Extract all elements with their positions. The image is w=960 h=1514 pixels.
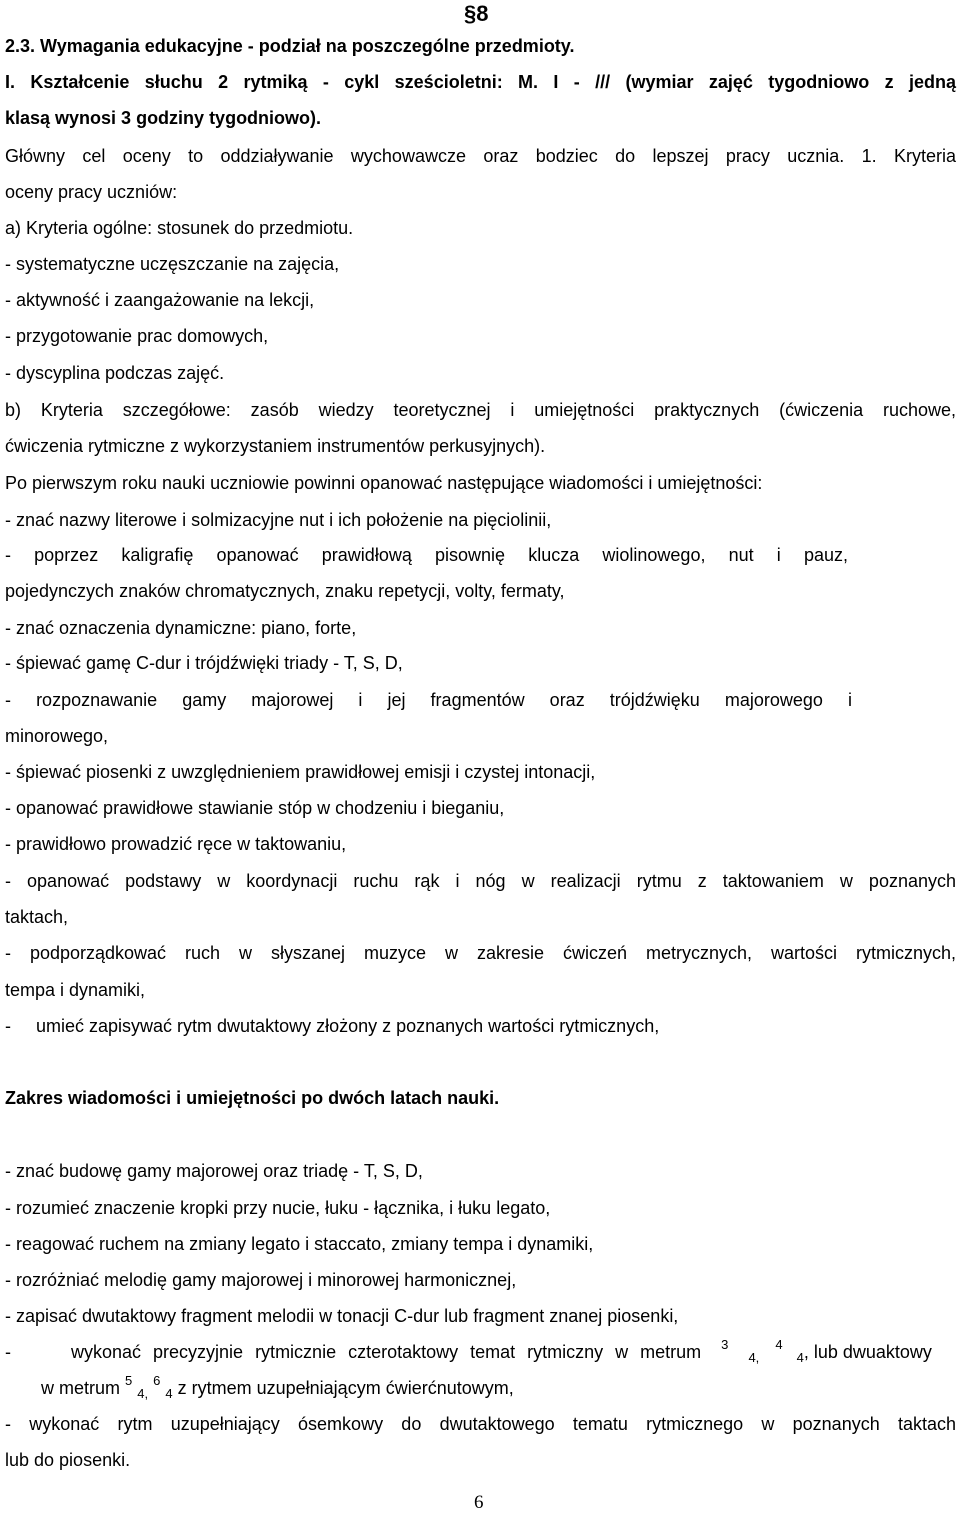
text-line: Główny cel oceny to oddziaływanie wychowawcze oraz bodziec do lepszej pracy ucznia. 1. Kryteria: [5, 146, 956, 166]
metrum-3-denominator: 4,: [137, 1386, 149, 1401]
metrum-1-numerator: 3: [721, 1337, 729, 1352]
text-line: - zapisać dwutaktowy fragment melodii w tonacji C-dur lub fragment znanej piosenki,: [5, 1306, 679, 1326]
text-line: - rozumieć znaczenie kropki przy nucie, łuku - łącznika, i łuku legato,: [5, 1198, 551, 1218]
text-line: - rozpoznawanie gamy majorowej i jej fragmentów oraz trójdźwięku majorowego i: [5, 690, 852, 710]
metrum-line-1: [5, 1334, 956, 1372]
text-line: - znać nazwy literowe i solmizacyjne nut i ich położenie na pięciolinii,: [5, 510, 552, 530]
text-line: klasą wynosi 3 godziny tygodniowo).: [5, 108, 322, 128]
text-line: - poprzez kaligrafię opanować prawidłową pisownię klucza wiolinowego, nut i pauz,: [5, 545, 848, 565]
text-line: I. Kształcenie słuchu 2 rytmiką - cykl sześcioletni: M. I - /// (wymiar zajęć tygodniowo z jedną: [5, 72, 956, 92]
text-line: - opanować prawidłowe stawianie stóp w chodzeniu i bieganiu,: [5, 798, 505, 818]
page-number: 6: [474, 1492, 484, 1513]
metrum-line-2-lead: w metrum: [41, 1378, 121, 1398]
text-line: tempa i dynamiki,: [5, 980, 146, 1000]
text-line: minorowego,: [5, 726, 109, 746]
section-number: §8: [464, 1, 489, 26]
text-line: - śpiewać gamę C-dur i trójdźwięki triady - T, S, D,: [5, 653, 403, 673]
text-line: a) Kryteria ogólne: stosunek do przedmiotu.: [5, 218, 354, 238]
metrum-line-1-lead: - wykonać precyzyjnie rytmicznie czterotaktowy temat rytmiczny w metrum: [5, 1342, 702, 1362]
text-line: pojedynczych znaków chromatycznych, znaku repetycji, volty, fermaty,: [5, 581, 565, 601]
text-line: - reagować ruchem na zmiany legato i staccato, zmiany tempa i dynamiki,: [5, 1234, 594, 1254]
metrum-line-2-tail: z rytmem uzupełniającym ćwierćnutowym,: [172, 1378, 514, 1398]
metrum-4-numerator: 6: [153, 1373, 161, 1388]
metrum-line-1-tail: , lub dwuaktowy: [803, 1342, 932, 1362]
text-line: - opanować podstawy w koordynacji ruchu rąk i nóg w realizacji rytmu z taktowaniem w poznanych: [5, 871, 956, 891]
text-line: lub do piosenki.: [5, 1450, 131, 1470]
text-line: - podporządkować ruch w słyszanej muzyce w zakresie ćwiczeń metrycznych, wartości rytmicznych,: [5, 943, 956, 963]
text-line: - wykonać rytm uzupełniający ósemkowy do dwutaktowego tematu rytmicznego w poznanych taktach: [5, 1414, 956, 1434]
text-line: - umieć zapisywać rytm dwutaktowy złożony z poznanych wartości rytmicznych,: [5, 1016, 660, 1036]
text-line: - aktywność i zaangażowanie na lekcji,: [5, 290, 315, 310]
text-line: - prawidłowo prowadzić ręce w taktowaniu,: [5, 834, 347, 854]
text-line: taktach,: [5, 907, 69, 927]
text-line: 2.3. Wymagania edukacyjne - podział na poszczególne przedmioty.: [5, 36, 575, 56]
text-line: - rozróżniać melodię gamy majorowej i minorowej harmonicznej,: [5, 1270, 517, 1290]
text-line: ćwiczenia rytmiczne z wykorzystaniem instrumentów perkusyjnych).: [5, 436, 546, 456]
metrum-3-numerator: 5: [125, 1373, 133, 1388]
text-line: - znać budowę gamy majorowej oraz triadę - T, S, D,: [5, 1161, 423, 1181]
metrum-1-denominator: 4,: [748, 1350, 760, 1365]
text-line: oceny pracy uczniów:: [5, 182, 178, 202]
text-line: - znać oznaczenia dynamiczne: piano, forte,: [5, 618, 357, 638]
text-line: b) Kryteria szczegółowe: zasób wiedzy teoretycznej i umiejętności praktycznych (ćwiczenia ruchowe,: [5, 400, 956, 420]
text-line: - śpiewać piosenki z uwzględnieniem prawidłowej emisji i czystej intonacji,: [5, 762, 596, 782]
metrum-4-denominator: 4: [165, 1386, 173, 1401]
text-line: Po pierwszym roku nauki uczniowie powinni opanować następujące wiadomości i umiejętności:: [5, 473, 763, 493]
text-line: Zakres wiadomości i umiejętności po dwóch latach nauki.: [5, 1088, 500, 1108]
metrum-2-denominator: 4: [796, 1350, 804, 1365]
metrum-2-numerator: 4: [775, 1337, 783, 1352]
text-line: - przygotowanie prac domowych,: [5, 326, 269, 346]
text-line: - systematyczne uczęszczanie na zajęcia,: [5, 254, 340, 274]
text-line: - dyscyplina podczas zajęć.: [5, 363, 225, 383]
metrum-line-2: [41, 1370, 514, 1408]
